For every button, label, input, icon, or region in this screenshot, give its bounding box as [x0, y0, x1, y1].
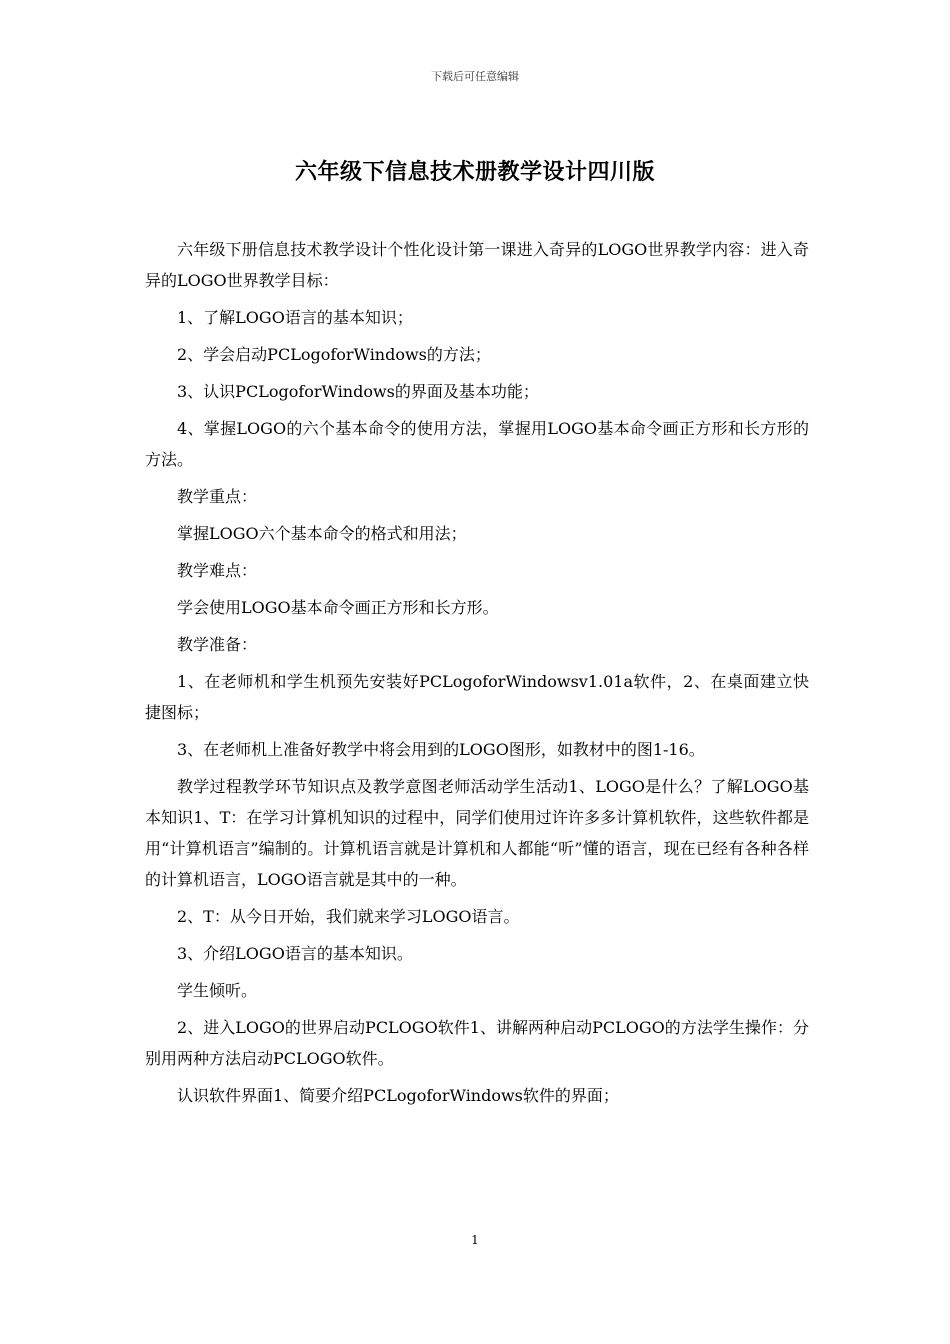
paragraph: 1、在老师机和学生机预先安装好PCLogoforWindowsv1.01a软件，2、在桌面建立快捷图标； — [145, 672, 809, 722]
paragraph: 4、掌握LOGO的六个基本命令的使用方法，掌握用LOGO基本命令画正方形和长方形的方法。 — [145, 419, 809, 469]
paragraph: 3、在老师机上准备好教学中将会用到的LOGO图形，如教材中的图1-16。 — [177, 740, 705, 759]
page-number: 1 — [471, 1233, 479, 1247]
paragraph: 教学过程教学环节知识点及教学意图老师活动学生活动1、LOGO是什么？了解LOGO基本知识1、T：在学习计算机知识的过程中，同学们使用过许许多多计算机软件，这些软件都是用“计算机语言”编制的。计算机语言就是计算机和人都能“听”懂的语言，现在已经有各种各样的计算机语言，LOGO语言就是其中的一种。 — [145, 777, 809, 889]
paragraph: 2、T：从今日开始，我们就来学习LOGO语言。 — [177, 907, 520, 926]
paragraph: 3、介绍LOGO语言的基本知识。 — [177, 944, 413, 963]
paragraph: 教学难点： — [177, 561, 258, 580]
paragraph: 2、学会启动PCLogoforWindows的方法； — [177, 345, 491, 364]
document-body — [145, 234, 809, 1117]
paragraph: 学生倾听。 — [177, 981, 258, 1000]
paragraph: 学会使用LOGO基本命令画正方形和长方形。 — [177, 598, 499, 617]
paragraph: 1、了解LOGO语言的基本知识； — [177, 308, 413, 327]
header-note: 下载后可任意编辑 — [431, 70, 519, 83]
paragraph: 教学准备： — [177, 635, 258, 654]
paragraph: 3、认识PCLogoforWindows的界面及基本功能； — [177, 382, 539, 401]
paragraph: 掌握LOGO六个基本命令的格式和用法； — [177, 524, 467, 543]
paragraph: 2、进入LOGO的世界启动PCLOGO软件1、讲解两种启动PCLOGO的方法学生操作：分别用两种方法启动PCLOGO软件。 — [145, 1018, 809, 1068]
paragraph: 认识软件界面1、简要介绍PCLogoforWindows软件的界面； — [177, 1086, 619, 1105]
paragraph: 六年级下册信息技术教学设计个性化设计第一课进入奇异的LOGO世界教学内容：进入奇异的LOGO世界教学目标： — [145, 240, 809, 290]
paragraph: 教学重点： — [177, 487, 258, 506]
document-title: 六年级下信息技术册教学设计四川版 — [294, 159, 655, 185]
